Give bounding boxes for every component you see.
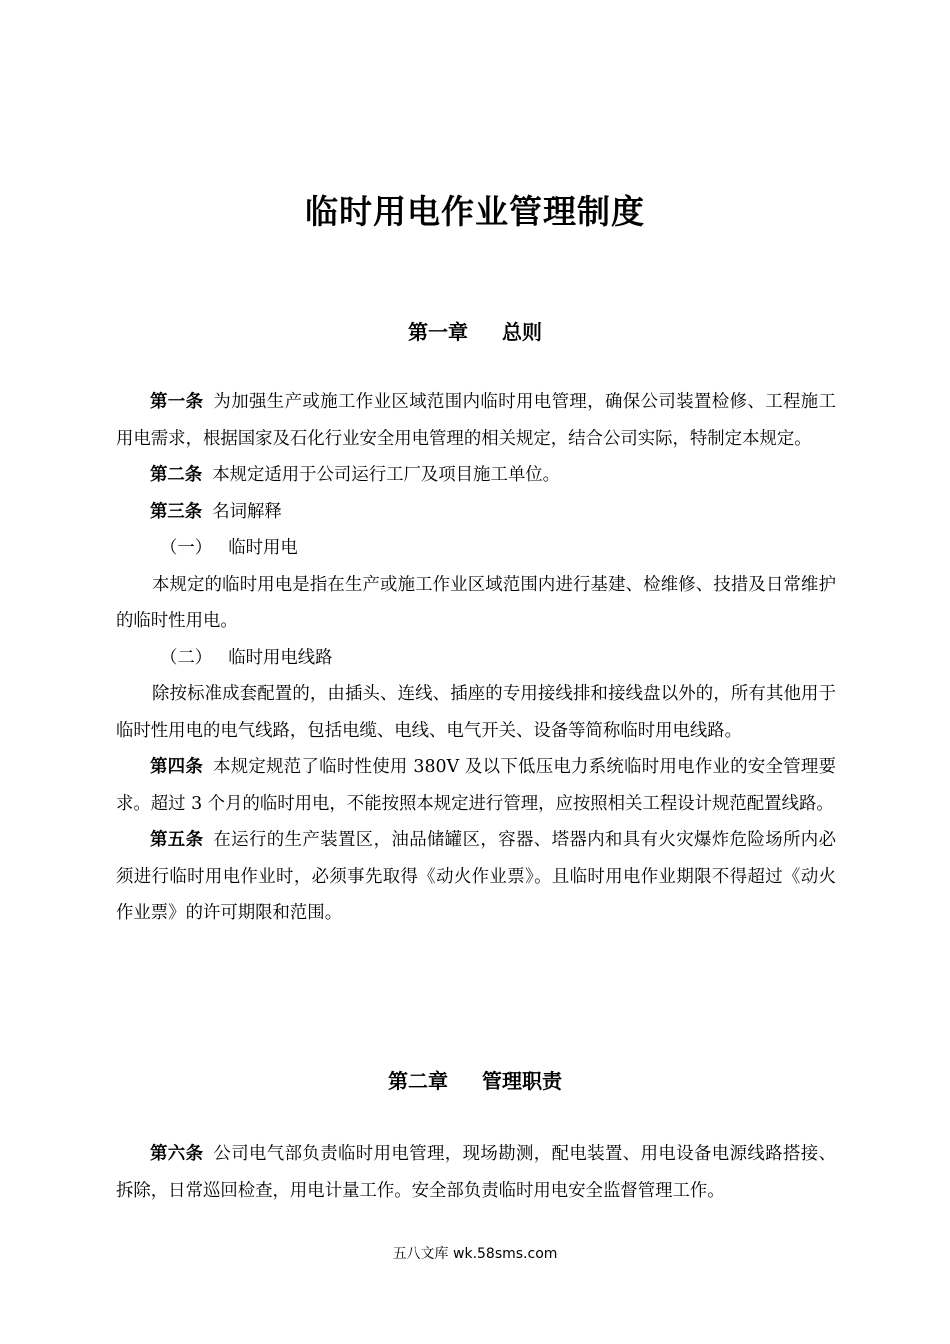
article-6 <box>116 1136 836 1209</box>
article-label: 第一条 <box>150 392 204 412</box>
chapter-heading-1 <box>0 317 950 347</box>
document-title: 临时用电作业管理制度 <box>305 192 645 231</box>
chapter-1-body <box>116 384 836 932</box>
article-5 <box>116 822 836 932</box>
article-3 <box>116 494 836 531</box>
article-text: 公司电气部负责临时用电管理，现场勘测，配电装置、用电设备电源线路搭接、拆除，日常巡回检查，用电计量工作。安全部负责临时用电安全监督管理工作。 <box>116 1144 836 1201</box>
article-label: 第三条 <box>150 501 203 522</box>
chapter-number: 第一章 <box>408 320 468 344</box>
article-text: 本规定规范了临时性使用 380V 及以下低压电力系统临时用电作业的安全管理要求。超过 3 个月的临时用电，不能按照本规定进行管理，应按照相关工程设计规范配置线路。 <box>116 757 836 814</box>
article-1 <box>116 384 836 457</box>
article-text: 为加强生产或施工作业区域范围内临时用电管理，确保公司装置检修、工程施工用电需求，根据国家及石化行业安全用电管理的相关规定，结合公司实际，特制定本规定。 <box>116 392 836 449</box>
term-name: 临时用电 <box>228 538 298 558</box>
term-number: （二） <box>160 647 213 668</box>
article-text: 名词解释 <box>212 501 282 522</box>
term-1-definition: 本规定的临时用电是指在生产或施工作业区域范围内进行基建、检维修、技措及日常维护的临时性用电。 <box>116 574 836 631</box>
chapter-heading-2 <box>0 1066 950 1096</box>
footer-watermark-text: 五八文库 wk.58sms.com <box>392 1246 558 1262</box>
chapter-number: 第二章 <box>388 1069 448 1093</box>
article-label: 第四条 <box>150 757 204 777</box>
chapter-2-body <box>116 1136 836 1209</box>
chapter-name: 管理职责 <box>482 1069 562 1093</box>
term-2-definition: 除按标准成套配置的，由插头、连线、插座的专用接线排和接线盘以外的，所有其他用于临时性用电的电气线路，包括电缆、电线、电气开关、设备等简称临时用电线路。 <box>116 684 836 741</box>
article-text: 本规定适用于公司运行工厂及项目施工单位。 <box>212 465 561 485</box>
term-2-heading <box>116 640 836 677</box>
article-2 <box>116 457 836 494</box>
article-4 <box>116 749 836 822</box>
term-name: 临时用电线路 <box>228 647 333 668</box>
term-1-heading <box>116 530 836 567</box>
term-number: （一） <box>160 538 213 558</box>
chapter-name: 总则 <box>502 320 542 344</box>
article-label: 第五条 <box>150 830 204 850</box>
article-label: 第六条 <box>150 1144 204 1164</box>
article-label: 第二条 <box>150 465 203 485</box>
article-text: 在运行的生产装置区，油品储罐区，容器、塔器内和具有火灾爆炸危险场所内必须进行临时用电作业时，必须事先取得《动火作业票》。且临时用电作业期限不得超过《动火作业票》的许可期限和范围。 <box>116 830 836 923</box>
